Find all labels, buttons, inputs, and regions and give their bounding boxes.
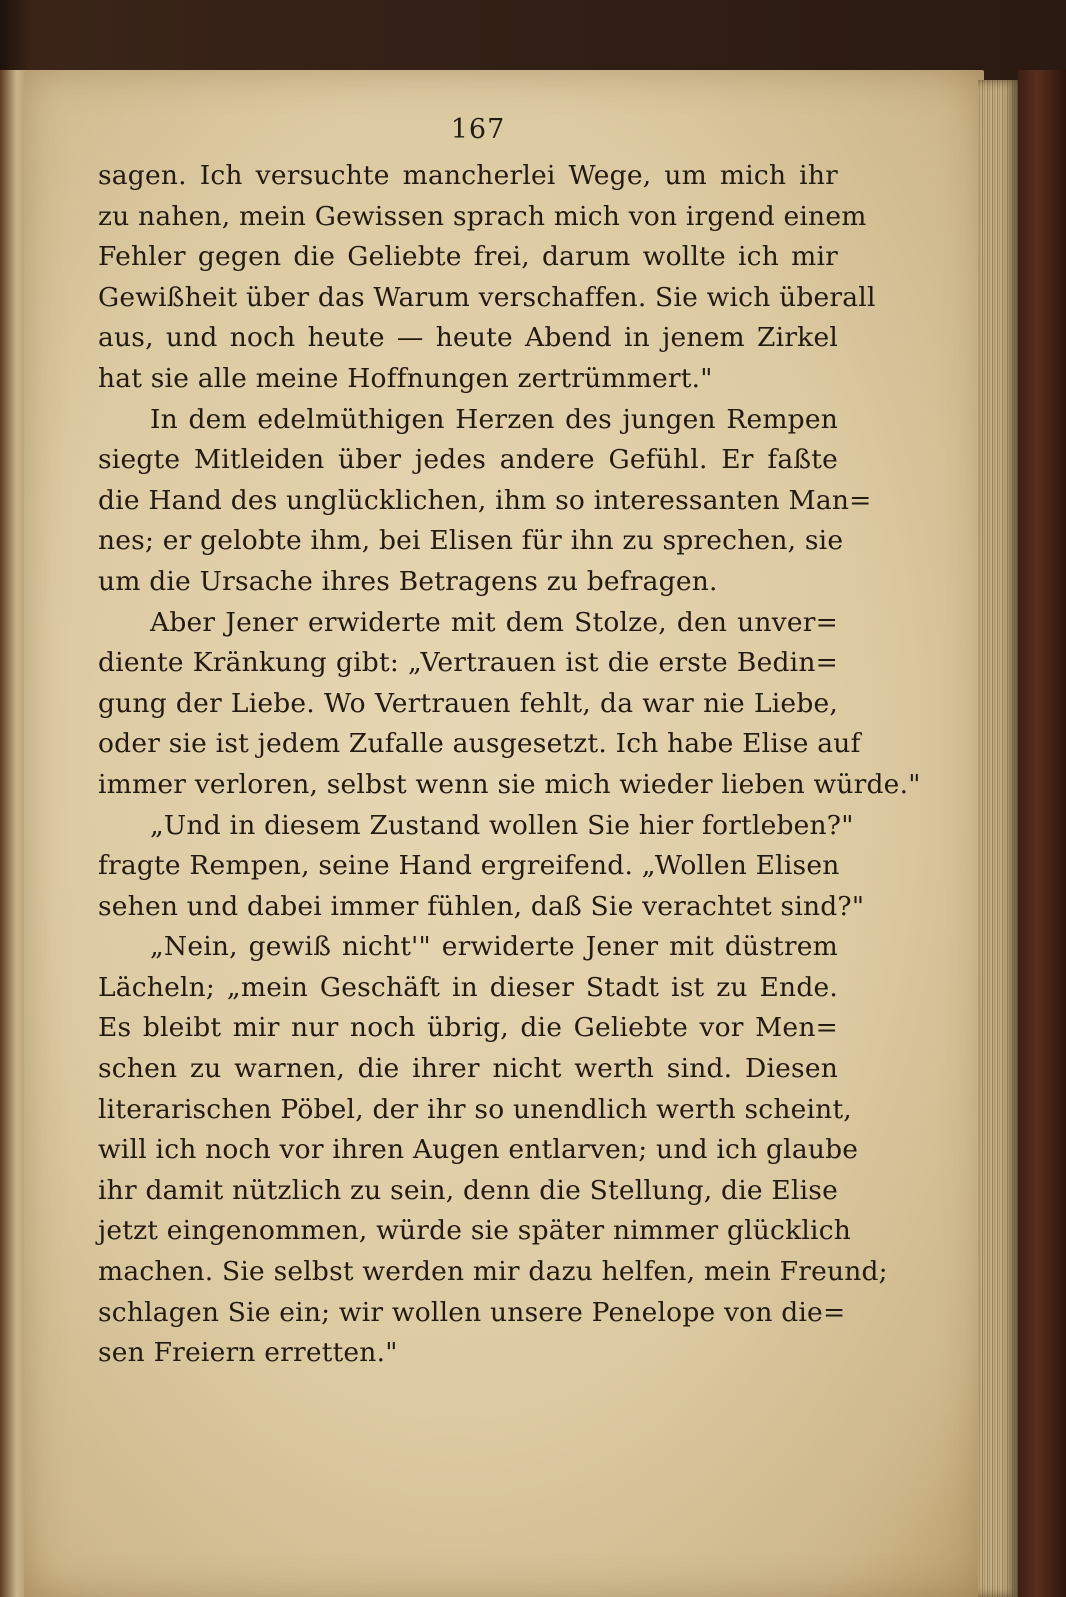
text-line: aus, und noch heute — heute Abend in jenem Zirkel xyxy=(98,322,838,354)
text-line: oder sie ist jedem Zufalle ausgesetzt. Ich habe Elise auf xyxy=(98,728,861,760)
text-line: nes; er gelobte ihm, bei Elisen für ihn zu sprechen, sie xyxy=(98,525,844,557)
page-number: 167 xyxy=(450,114,506,145)
text-line: literarischen Pöbel, der ihr so unendlich werth scheint, xyxy=(98,1093,852,1125)
text-line: „Nein, gewiß nicht'" erwiderte Jener mit düstrem xyxy=(150,931,838,963)
page-text xyxy=(98,110,921,1374)
text-line: machen. Sie selbst werden mir dazu helfen, mein Freund; xyxy=(98,1256,888,1288)
text-line: die Hand des unglücklichen, ihm so interessanten Man= xyxy=(98,484,872,516)
book-cover-edge xyxy=(1018,70,1066,1597)
text-line: diente Kränkung gibt: „Vertrauen ist die erste Bedin= xyxy=(98,647,838,679)
text-line: sagen. Ich versuchte mancherlei Wege, um mich ihr xyxy=(98,160,838,191)
text-line: Fehler gegen die Geliebte frei, darum wollte ich mir xyxy=(98,241,838,273)
text-line: um die Ursache ihres Betragens zu befragen. xyxy=(98,565,718,597)
text-lines xyxy=(98,156,921,1374)
text-line: fragte Rempen, seine Hand ergreifend. „Wollen Elisen xyxy=(98,850,840,882)
text-line: ihr damit nützlich zu sein, denn die Stellung, die Elise xyxy=(98,1174,838,1206)
text-line: Aber Jener erwiderte mit dem Stolze, den unver= xyxy=(150,606,838,638)
text-line: jetzt eingenommen, würde sie später nimmer glücklich xyxy=(98,1215,852,1247)
text-line: sen Freiern erretten." xyxy=(98,1337,398,1369)
text-line: gung der Liebe. Wo Vertrauen fehlt, da war nie Liebe, xyxy=(98,687,838,719)
text-line: will ich noch vor ihren Augen entlarven; und ich glaube xyxy=(98,1134,859,1166)
text-line: schlagen Sie ein; wir wollen unsere Penelope von die= xyxy=(98,1296,846,1328)
text-line: Lächeln; „mein Geschäft in dieser Stadt ist zu Ende. xyxy=(98,971,838,1003)
text-line: schen zu warnen, die ihrer nicht werth sind. Diesen xyxy=(98,1053,838,1085)
text-line: immer verloren, selbst wenn sie mich wieder lieben würde." xyxy=(98,768,921,800)
text-line: Es bleibt mir nur noch übrig, die Geliebte vor Men= xyxy=(98,1012,838,1044)
text-line: In dem edelmüthigen Herzen des jungen Rempen xyxy=(150,403,838,435)
text-line: Gewißheit über das Warum verschaffen. Sie wich überall xyxy=(98,281,876,313)
page-stack-edges xyxy=(978,80,1018,1597)
text-line: „Und in diesem Zustand wollen Sie hier fortleben?" xyxy=(150,809,854,841)
text-line: sehen und dabei immer fühlen, daß Sie verachtet sind?" xyxy=(98,890,865,922)
text-line: zu nahen, mein Gewissen sprach mich von irgend einem xyxy=(98,200,867,232)
text-line: hat sie alle meine Hoffnungen zertrümmert." xyxy=(98,362,713,394)
text-line: siegte Mitleiden über jedes andere Gefühl. Er faßte xyxy=(98,444,838,476)
